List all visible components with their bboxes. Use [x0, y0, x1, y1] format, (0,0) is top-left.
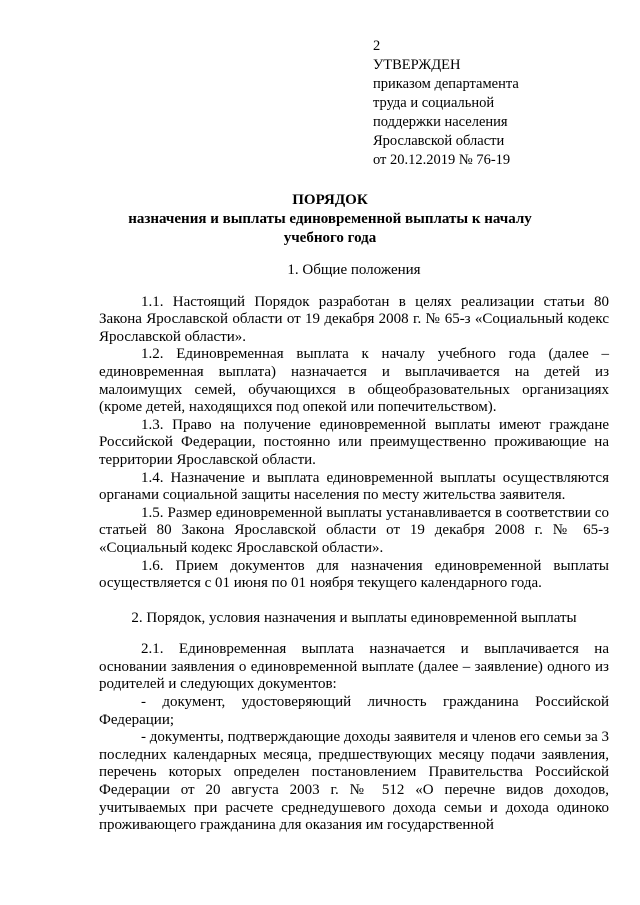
- paragraph: 1.2. Единовременная выплата к началу учебного года (далее – единовременная выплата) назначается и выплачивается на детей из малоимущих семей, обучающихся в общеобразовательных организациях (кроме детей, находящихся под опекой или попечительством).: [99, 346, 609, 416]
- section-heading: 2. Порядок, условия назначения и выплаты единовременной выплаты: [131, 609, 577, 626]
- paragraph: 1.1. Настоящий Порядок разработан в целях реализации статьи 80 Закона Ярославской области от 19 декабря 2008 г. № 65-з «Социальный кодекс Ярославской области».: [99, 293, 609, 345]
- paragraph: 1.6. Прием документов для назначения единовременной выплаты осуществляется с 01 июня по 01 ноября текущего календарного года.: [99, 557, 609, 592]
- document-body: [99, 262, 609, 835]
- paragraph: 2.1. Единовременная выплата назначается и выплачивается на основании заявления о единовременной выплате (далее – заявление) одного из родителей и следующих документов:: [99, 641, 609, 693]
- paragraph: 1.4. Назначение и выплата единовременной выплаты осуществляются органами социальной защиты населения по месту жительства заявителя.: [99, 469, 609, 504]
- title-main: ПОРЯДОК: [292, 192, 368, 208]
- list-item: - документ, удостоверяющий личность гражданина Российской Федерации;: [99, 694, 609, 728]
- paragraph: 1.3. Право на получение единовременной выплаты имеют граждане Российской Федерации, постоянно или преимущественно проживающие на территории Ярославской области.: [99, 416, 609, 468]
- title-subtitle: назначения и выплаты единовременной выплаты к началу учебного года: [128, 211, 532, 246]
- approval-line: Ярославской области: [373, 133, 505, 149]
- approval-line: поддержки населения: [373, 114, 508, 130]
- approval-line: приказом департамента: [373, 76, 519, 92]
- approval-line: труда и социальной: [373, 95, 495, 111]
- approval-line: от 20.12.2019 № 76-19: [373, 152, 511, 168]
- page-number: 2: [373, 38, 381, 54]
- approval-line: УТВЕРЖДЕН: [373, 57, 461, 73]
- document-title: [99, 191, 561, 248]
- section-heading: 1. Общие положения: [287, 262, 421, 278]
- approval-stamp-block: [373, 37, 603, 170]
- paragraph: 1.5. Размер единовременной выплаты устанавливается в соответствии со статьей 80 Закона Ярославской области от 19 декабря 2008 г. № 65-з «Социальный кодекс Ярославской области».: [99, 504, 609, 556]
- list-item: - документы, подтверждающие доходы заявителя и членов его семьи за 3 последних календарных месяца, предшествующих месяцу подачи заявления, перечень которых определен постановлением Правительства Российской Федерации от 20 августа 2003 г. № 512 «О перечне видов доходов, учитываемых при расчете среднедушевого дохода семьи и дохода одиноко проживающего гражданина для оказания им государственной: [99, 729, 609, 834]
